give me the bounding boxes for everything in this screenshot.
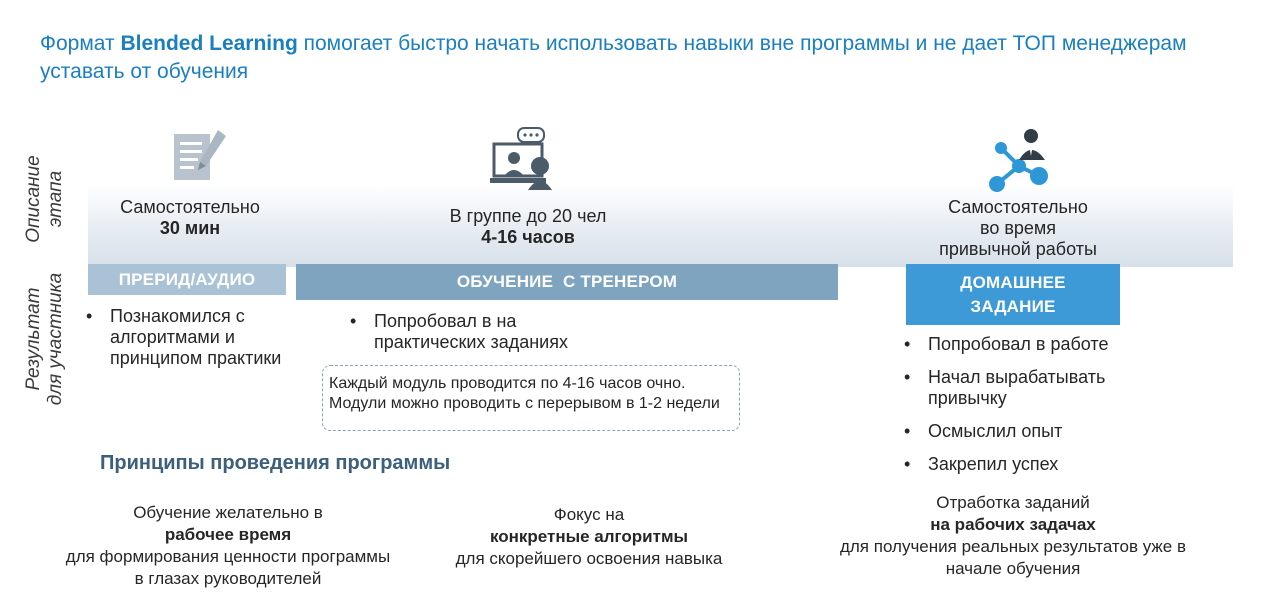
stage-label-homework-line1: ДОМАШНЕЕ (960, 272, 1066, 292)
network-person-icon (983, 126, 1053, 194)
stage3-results (904, 334, 1174, 475)
row-label-description-line1: Описание (23, 155, 44, 243)
principle-3-line1: Отработка заданий (936, 493, 1090, 512)
principle-1 (30, 502, 426, 590)
result-item: • Познакомился с алгоритмами и принципом практики (86, 306, 286, 369)
principle-2-bold: конкретные алгоритмы (489, 527, 689, 546)
principle-3-line3: для получения реальных результатов уже в начале обучения (839, 537, 1187, 578)
document-pencil-icon (170, 126, 232, 184)
principle-3 (806, 492, 1220, 580)
principle-2-line1: Фокус на (553, 505, 625, 524)
row-label-description (23, 144, 67, 254)
stage3-description (900, 197, 1136, 260)
stage2-results (350, 311, 610, 353)
result-item: • Закрепил успех (904, 454, 1174, 475)
principles-title: Принципы проведения программы (100, 452, 451, 474)
result-item: • Начал вырабатывать привычку (904, 367, 1174, 409)
principle-2-line3: для скорейшего освоения навыка (455, 549, 723, 568)
stage1-results (86, 306, 286, 369)
row-label-result-line1: Результат (23, 287, 44, 391)
slide-title (40, 30, 1220, 86)
stage-label-preread: ПРЕРИД/АУДИО (88, 264, 286, 295)
stage-label-homework-line2: ЗАДАНИЕ (970, 296, 1056, 316)
stage2-desc-duration: 4-16 часов (481, 227, 575, 247)
row-label-description-line2: этапа (45, 170, 66, 228)
title-prefix: Формат (40, 32, 121, 55)
stage-label-training: ОБУЧЕНИЕ С ТРЕНЕРОМ (296, 264, 838, 300)
result-item: • Попробовал в работе (904, 334, 1174, 355)
title-suffix: помогает быстро начать использовать навыки вне программы и не дает ТОП менеджерам уставать от обучения (40, 32, 1187, 83)
result-item: • Попробовал в на практических заданиях (350, 311, 610, 353)
row-label-result-line2: для участника (45, 272, 66, 406)
principle-1-bold: рабочее время (164, 525, 292, 544)
stage3-desc-line2: во время (979, 218, 1057, 238)
stage1-desc-duration: 30 мин (159, 218, 221, 238)
stage1-desc-line1: Самостоятельно (120, 197, 260, 217)
title-bold: Blended Learning (120, 32, 298, 55)
result-item: • Осмыслил опыт (904, 421, 1174, 442)
stage3-desc-line3: привычной работы (939, 239, 1097, 259)
video-call-icon (490, 126, 560, 192)
stage2-desc-line1: В группе до 20 чел (449, 206, 607, 226)
principle-1-line1: Обучение желательно в (133, 503, 323, 522)
module-note: Каждый модуль проводится по 4-16 часов очно. Модули можно проводить с перерывом в 1-2 недели (322, 365, 740, 431)
principle-2 (424, 504, 754, 570)
stage1-description (90, 197, 290, 239)
principle-3-bold: на рабочих задачах (930, 515, 1096, 534)
row-label-result (23, 271, 67, 407)
stage-label-homework (906, 264, 1120, 325)
stage2-description (378, 206, 678, 248)
stage3-desc-line1: Самостоятельно (948, 197, 1088, 217)
principle-1-line3: для формирования ценности программы в глазах руководителей (65, 547, 391, 588)
